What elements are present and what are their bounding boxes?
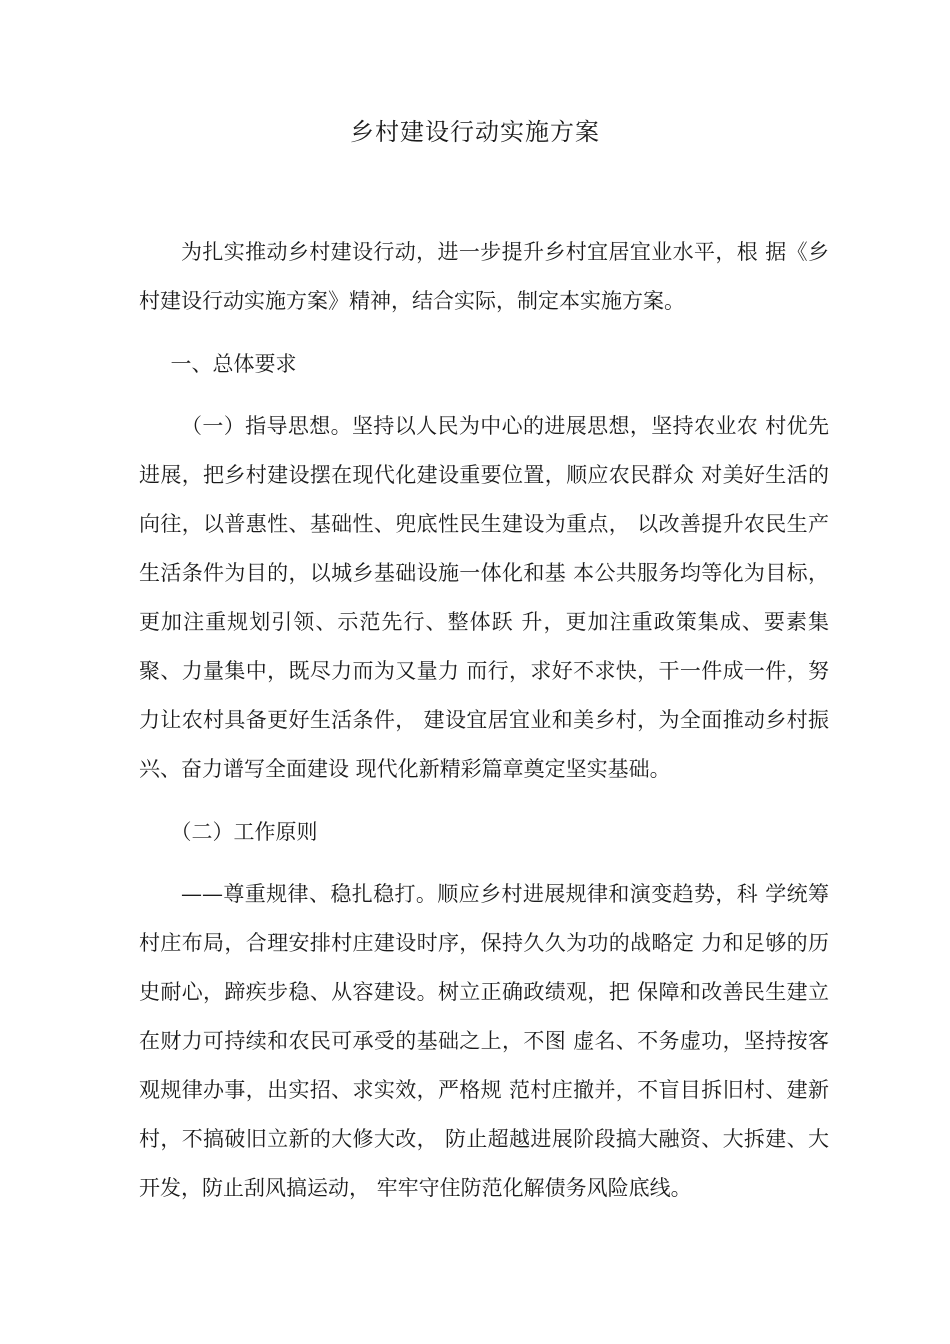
intro-paragraph: 为扎实推动乡村建设行动，进一步提升乡村宜居宜业水平，根 据《乡村建设行动实施方案》精神，结合实际，制定本实施方案。 [139, 240, 829, 313]
guiding-ideology-paragraph: （一）指导思想。坚持以人民为中心的进展思想，坚持农业农 村优先进展，把乡村建设摆在现代化建设重要位置，顺应农民群众 对美好生活的向往，以普惠性、基础性、兜底性民生建设为重点， 以改善提升农民生产生活条件为目的，以城乡基础设施一体化和基 本公共服务均等化为目标，更加注重规划引领、示范先行、整体跃 升，更加注重政策集成、要素集聚、力量集中，既尽力而为又量力 而行，求好不求快，干一件成一件，努力让农村具备更好生活条件， 建设宜居宜业和美乡村，为全面推动乡村振兴、奋力谱写全面建设 现代化新精彩篇章奠定坚实基础。 [139, 414, 829, 781]
principle-paragraph: ——尊重规律、稳扎稳打。顺应乡村进展规律和演变趋势，科 学统筹村庄布局，合理安排村庄建设时序，保持久久为功的战略定 力和足够的历史耐心，蹄疾步稳、从容建设。树立正确政绩观，把 保障和改善民生建立在财力可持续和农民可承受的基础之上，不图 虚名、不务虚功，坚持按客观规律办事，出实招、求实效，严格规 范村庄撤并，不盲目拆旧村、建新村，不搞破旧立新的大修大改， 防止超越进展阶段搞大融资、大拆建、大开发，防止刮风搞运动， 牢牢守住防范化解债务风险底线。 [139, 882, 829, 1200]
subsection-heading-working-principles: （二）工作原则 [170, 820, 318, 844]
document-title: 乡村建设行动实施方案 [350, 118, 600, 146]
section-heading-general-requirements: 一、总体要求 [170, 352, 297, 376]
